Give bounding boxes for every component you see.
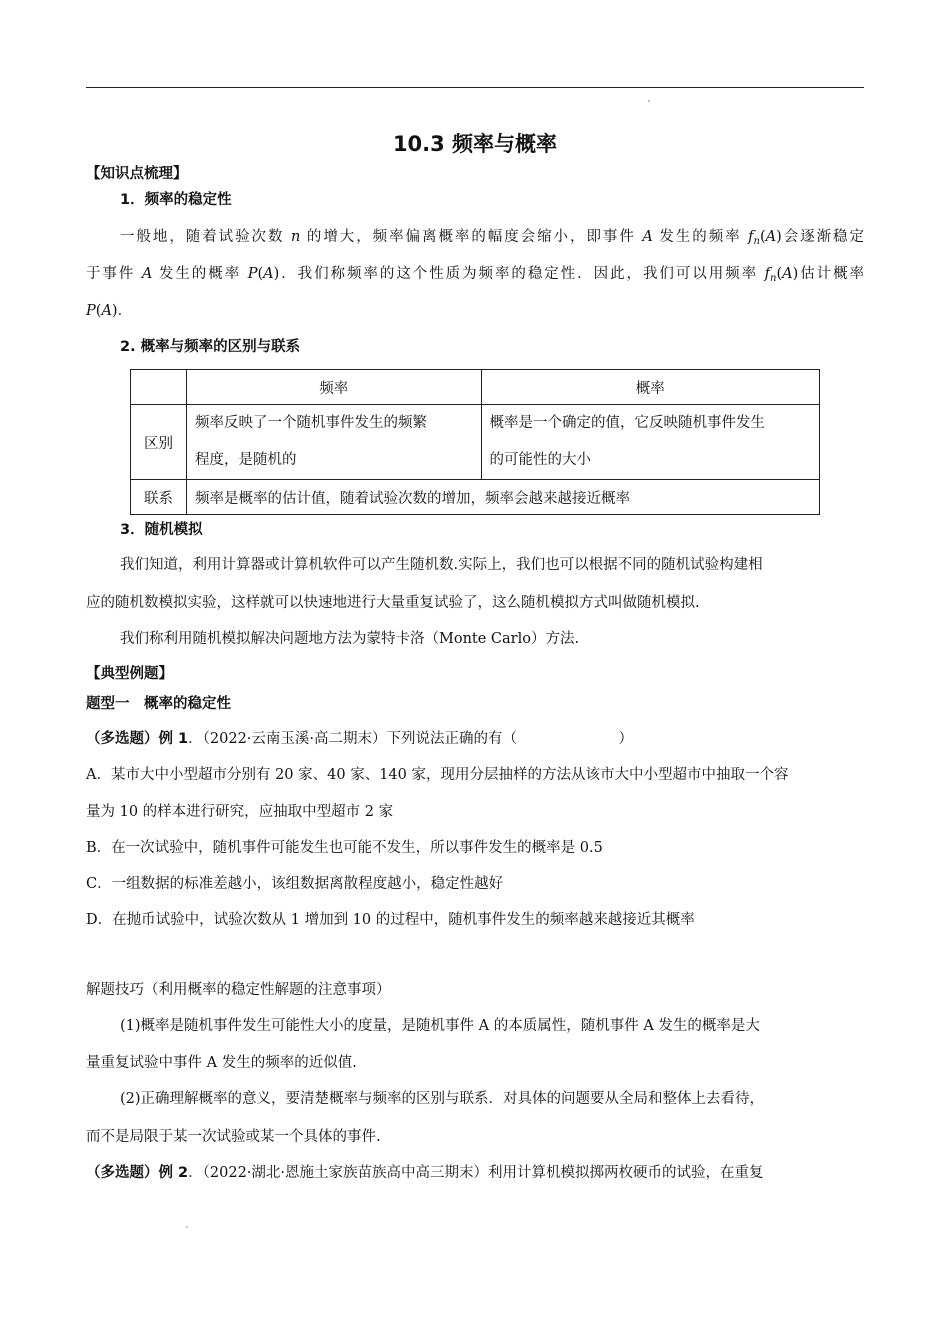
example-2-stem: （多选题）例 2．（2022·湖北·恩施土家族苗族高中高三期末）利用计算机模拟掷两枚硬币的试验，在重复 [86, 1165, 764, 1181]
section-heading-knowledge: 【知识点梳理】 [86, 166, 188, 182]
cell-line: 的可能性的大小 [489, 452, 591, 468]
option-a-cont: 量为 10 的样本进行研究，应抽取中型超市 2 家 [86, 804, 394, 820]
paragraph-line: 应的随机数模拟实验，这样就可以快速地进行大量重复试验了，这么随机模拟方式叫做随机模拟. [86, 595, 700, 611]
paragraph-line: 一般地，随着试验次数 n 的增大，频率偏离概率的幅度会缩小，即事件 A 发生的频率 $f_n(A)$会逐渐稳定 [120, 229, 865, 247]
subheading-simulation: 3．随机模拟 [120, 522, 203, 538]
table-header-frequency: 频率 [186, 370, 481, 405]
option-c: C．一组数据的标准差越小，该组数据离散程度越小，稳定性越好 [86, 876, 504, 892]
tip-2: (2)正确理解概率的意义，要清楚概率与频率的区别与联系．对具体的问题要从全局和整体上去看待， [120, 1091, 765, 1107]
table-row [131, 370, 820, 405]
decorative-dot [648, 100, 650, 102]
question-type-heading: 题型一 概率的稳定性 [86, 696, 231, 712]
subheading-stability: 1．频率的稳定性 [120, 192, 232, 208]
cell-line: 概率是一个确定的值，它反映随机事件发生 [489, 415, 765, 431]
table-label-link: 联系 [131, 480, 187, 515]
table-cell: 频率是概率的估计值，随着试验次数的增加，频率会越来越接近概率 [186, 480, 819, 515]
subheading-difference: 2. 概率与频率的区别与联系 [120, 339, 301, 355]
cell-line: 程度，是随机的 [194, 452, 297, 468]
option-d: D．在抛币试验中，试验次数从 1 增加到 10 的过程中，随机事件发生的频率越来越接近其概率 [86, 912, 695, 928]
tips-title: 解题技巧（利用概率的稳定性解题的注意事项） [86, 982, 391, 998]
paragraph-line: 我们知道，利用计算器或计算机软件可以产生随机数.实际上，我们也可以根据不同的随机试验构建相 [120, 557, 763, 573]
header-rule [86, 87, 864, 88]
table-cell [481, 405, 820, 480]
table-label-difference: 区别 [131, 405, 187, 480]
paragraph-line: 我们称利用随机模拟解决问题地方法为蒙特卡洛（Monte Carlo）方法. [120, 631, 580, 647]
page-title: 10.3 频率与概率 [392, 132, 558, 156]
table-row [131, 480, 820, 515]
table-row [131, 405, 820, 480]
tip-2-cont: 而不是局限于某一次试验或某一个具体的事件. [86, 1129, 381, 1145]
tip-1: (1)概率是随机事件发生可能性大小的度量，是随机事件 A 的本质属性，随机事件 A 发生的概率是大 [120, 1018, 760, 1034]
paragraph-line: 于事件 A 发生的概率 P(A)．我们称频率的这个性质为频率的稳定性．因此，我们可以用频率 $f_n(A)$估计概率 [86, 266, 865, 284]
table-cell [186, 405, 481, 480]
decorative-dot [186, 1226, 188, 1228]
cell-line: 频率反映了一个随机事件发生的频繁 [194, 415, 427, 431]
comparison-table [130, 369, 820, 515]
table-header-probability: 概率 [481, 370, 820, 405]
paragraph-line: P(A)． [86, 303, 133, 319]
option-a: A．某市大中小型超市分别有 20 家、40 家、140 家，现用分层抽样的方法从该市大中小型超市中抽取一个容 [86, 767, 789, 783]
tip-1-cont: 量重复试验中事件 A 发生的频率的近似值. [86, 1055, 357, 1071]
option-b: B．在一次试验中，随机事件可能发生也可能不发生，所以事件发生的概率是 0.5 [86, 840, 603, 856]
table-cell [131, 370, 187, 405]
example-1-stem: （多选题）例 1．（2022·云南玉溪·高二期末）下列说法正确的有（ ） [86, 731, 634, 747]
section-heading-examples: 【典型例题】 [86, 666, 173, 682]
